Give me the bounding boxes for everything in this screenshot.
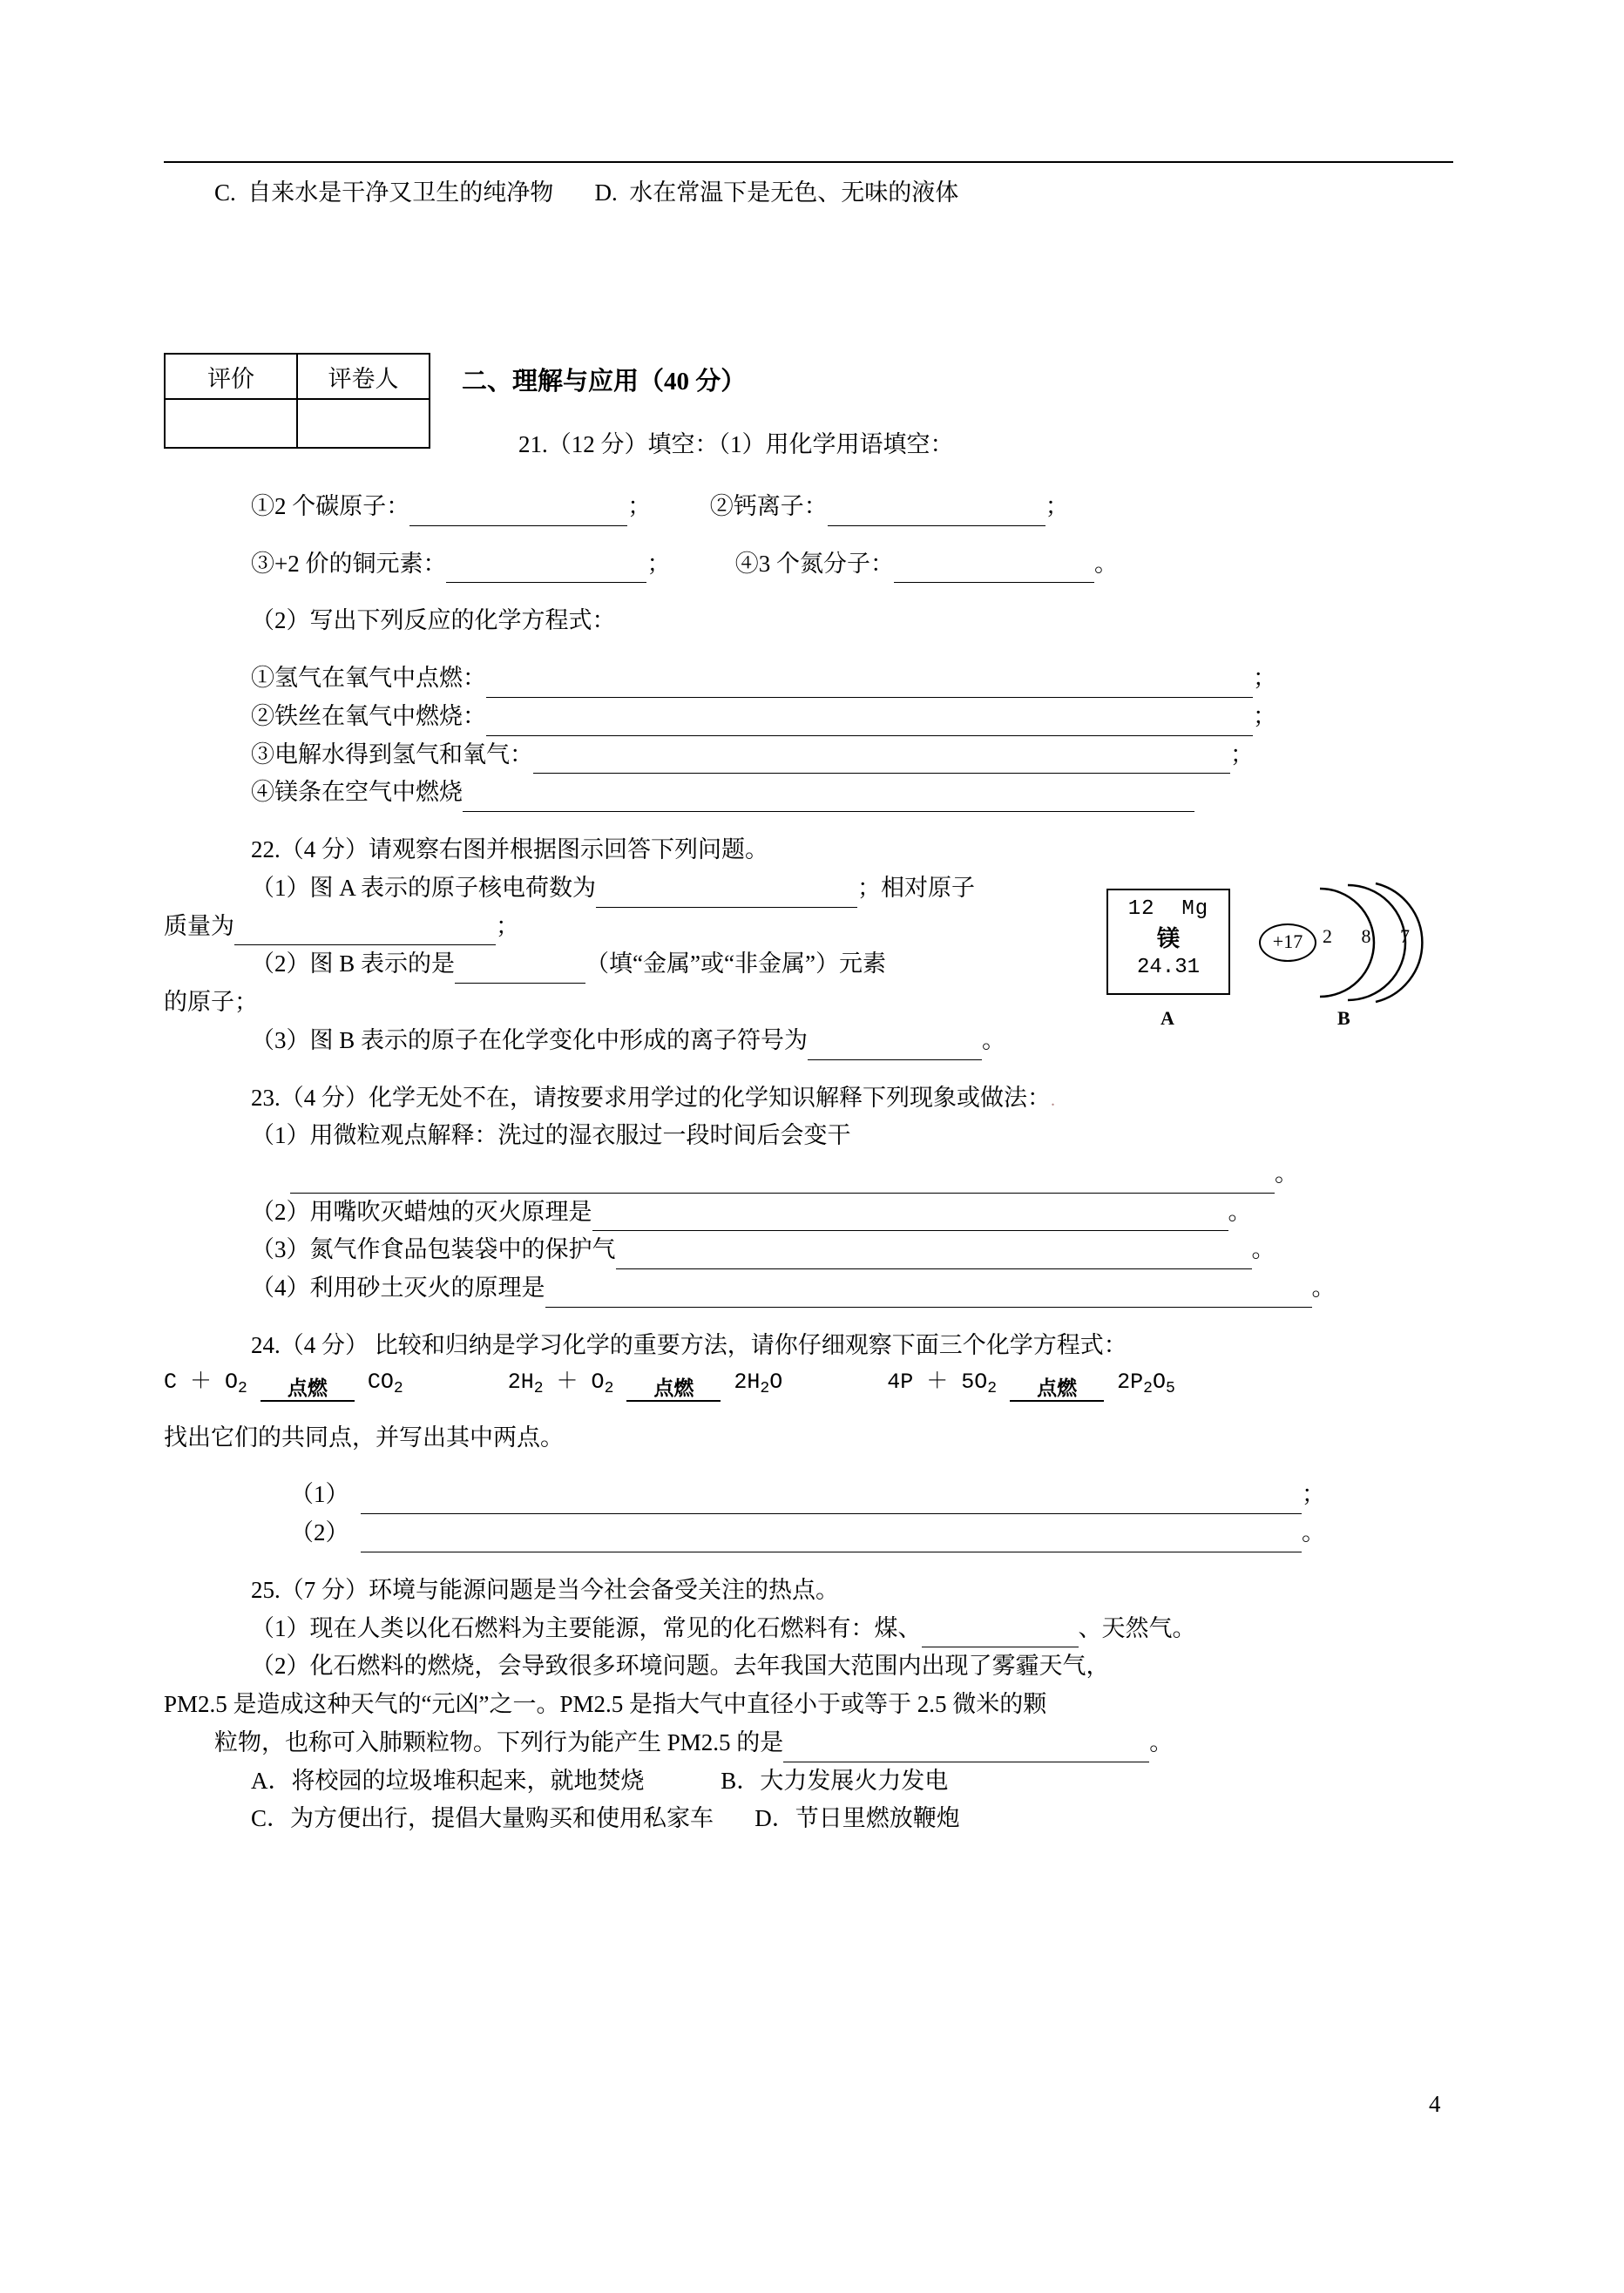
nucleus-charge: +17 xyxy=(1259,923,1316,962)
answer-blank[interactable] xyxy=(828,498,1045,526)
q25-p1-tail: 、天然气。 xyxy=(1078,1614,1196,1641)
diagram-label-a: A xyxy=(1160,1007,1174,1029)
eq2-condition: 点燃 xyxy=(626,1378,721,1402)
q25-p2-line3 xyxy=(214,1724,1471,1762)
q22-p2-text: （2）图 B 表示的是 xyxy=(251,950,456,977)
q23-p4-text: （4）利用砂土灭火的原理是 xyxy=(251,1275,545,1302)
equation-3 xyxy=(887,1365,1175,1402)
punct: 。 xyxy=(1228,1198,1252,1225)
q23-p1: （1）用微粒观点解释：洗过的湿衣服过一段时间后会变干 xyxy=(251,1122,851,1149)
answer-blank[interactable] xyxy=(808,1032,982,1060)
answer-blank[interactable] xyxy=(533,746,1230,774)
q22-stem: 22.（4 分）请观察右图并根据图示回答下列问题。 xyxy=(251,836,768,863)
element-number: 12 xyxy=(1127,897,1155,921)
q22-p1-mass-label: 质量为 xyxy=(164,912,234,939)
q22-p1-tail: ；相对原子 xyxy=(857,874,976,901)
q21-eq-label-3: ③电解水得到氢气和氧气： xyxy=(251,741,533,768)
q21-eq-label-1: ①氢气在氧气中点燃： xyxy=(251,665,486,692)
element-card xyxy=(1106,889,1230,995)
q21-item-row-2 xyxy=(251,545,1471,584)
answer-blank[interactable] xyxy=(290,1166,1275,1194)
score-table-header-right: 评卷人 xyxy=(297,354,430,399)
choice-c-label: C． xyxy=(251,1805,291,1832)
q21-eq-row-2 xyxy=(251,698,1471,736)
q21-eq-label-2: ②铁丝在氧气中燃烧： xyxy=(251,702,486,729)
stray-mark: . xyxy=(1051,1090,1055,1110)
punct: 。 xyxy=(1093,550,1118,577)
q23-p3 xyxy=(251,1231,1471,1269)
q21-eq-row-4 xyxy=(251,774,1471,812)
answer-blank[interactable] xyxy=(616,1241,1252,1269)
equation-2 xyxy=(508,1365,783,1402)
punct: 。 xyxy=(1275,1160,1298,1187)
section-title: 二、理解与应用（40 分） xyxy=(462,368,747,396)
q22-p1-text: （1）图 A 表示的原子核电荷数为 xyxy=(251,874,597,901)
element-number-symbol xyxy=(1108,896,1228,923)
q24-ask: 找出它们的共同点，并写出其中两点。 xyxy=(164,1424,564,1451)
answer-blank[interactable] xyxy=(894,555,1094,583)
score-table xyxy=(164,353,430,449)
eq1-left: $C + O_2$ xyxy=(164,1369,247,1397)
q24-equations xyxy=(164,1365,1471,1419)
eq3-left: $4P + 5O_2$ xyxy=(887,1369,998,1397)
q21-item-1: ①2 个碳原子： xyxy=(251,493,410,519)
q25-choice-row-2 xyxy=(251,1800,1471,1838)
q23-p2-text: （2）用嘴吹灭蜡烛的灭火原理是 xyxy=(251,1198,592,1225)
q24-blank-row-1 xyxy=(290,1476,1471,1514)
eq3-right: $2P_2O_5$ xyxy=(1117,1369,1175,1397)
punct: ； xyxy=(646,550,671,577)
diagram-label-b: B xyxy=(1337,1007,1350,1029)
q22-p2-tail: （填“金属”或“非金属”）元素 xyxy=(585,950,886,977)
answer-blank[interactable] xyxy=(361,1486,1302,1514)
eq3-condition: 点燃 xyxy=(1010,1378,1104,1402)
element-symbol: Mg xyxy=(1181,897,1209,921)
q21-item-row-1 xyxy=(251,488,1471,526)
q25-p2-line2: PM2.5 是造成这种天气的“元凶”之一。PM2.5 是指大气中直径小于或等于 2.5 微米的颗 xyxy=(164,1691,1047,1718)
q24-blank-row-2 xyxy=(290,1514,1471,1552)
answer-blank[interactable] xyxy=(783,1735,1149,1762)
q21-item-2: ②钙离子： xyxy=(709,493,828,519)
q21-eq-row-1 xyxy=(251,659,1471,698)
q23-p2 xyxy=(251,1194,1471,1232)
punct: ； xyxy=(627,493,652,519)
punct: ； xyxy=(1045,493,1069,519)
answer-blank[interactable] xyxy=(234,917,496,945)
q25-p1-text: （1）现在人类以化石燃料为主要能源，常见的化石燃料有：煤、 xyxy=(251,1614,922,1641)
q21-stem: 21.（12 分）填空：（1）用化学用语填空： xyxy=(518,431,954,457)
punct: ； xyxy=(1230,741,1254,768)
eq2-right: $2H_2O$ xyxy=(734,1369,783,1397)
header-rule xyxy=(164,161,1453,163)
punct: ； xyxy=(1253,702,1276,729)
q25-stem: 25.（7 分）环境与能源问题是当今社会备受关注的热点。 xyxy=(251,1576,839,1603)
table-row xyxy=(165,354,430,399)
punct: 。 xyxy=(982,1026,1006,1053)
punct: ； xyxy=(496,912,519,939)
punct: 。 xyxy=(1302,1519,1325,1546)
q25-p2-text: 粒物，也称可入肺颗粒物。下列行为能产生 PM2.5 的是 xyxy=(214,1728,784,1755)
answer-blank[interactable] xyxy=(486,708,1253,736)
punct: ； xyxy=(1302,1481,1325,1508)
top-choice-line xyxy=(164,174,1471,213)
shell-electron-counts: 2 8 7 xyxy=(1323,925,1422,947)
answer-blank[interactable] xyxy=(455,956,585,984)
eq1-right: $CO_2$ xyxy=(367,1369,403,1397)
q24-blank-2-label: （2） xyxy=(290,1519,349,1546)
atom-diagram xyxy=(1106,889,1455,1063)
choice-d-text[interactable]: 节日里燃放鞭炮 xyxy=(795,1805,960,1832)
q23-p3-text: （3）氮气作食品包装袋中的保护气 xyxy=(251,1236,616,1263)
q22-p2-line2: 的原子； xyxy=(164,989,258,1016)
table-row xyxy=(165,399,430,448)
q25-p1 xyxy=(251,1610,1471,1648)
choice-a-text[interactable]: 将校园的垃圾堆积起来，就地焚烧 xyxy=(291,1767,645,1794)
choice-d-label: D． xyxy=(754,1805,795,1832)
punct: ； xyxy=(1253,665,1276,692)
equation-1 xyxy=(164,1365,403,1402)
choice-c-label: C. xyxy=(214,179,236,206)
eq1-condition: 点燃 xyxy=(261,1378,355,1402)
choice-c-text[interactable]: 为方便出行，提倡大量购买和使用私家车 xyxy=(290,1805,714,1832)
element-name: 镁 xyxy=(1156,926,1180,952)
choice-b-label: B． xyxy=(721,1767,761,1794)
answer-blank[interactable] xyxy=(545,1280,1312,1308)
q21-eq-row-3 xyxy=(251,736,1471,774)
score-cell-left[interactable] xyxy=(165,399,297,448)
q21-item-4: ④3 个氮分子： xyxy=(734,550,894,577)
choice-c-text: 自来水是干净又卫生的纯净物 xyxy=(247,179,554,206)
answer-blank[interactable] xyxy=(361,1525,1302,1552)
q22-p3-text: （3）图 B 表示的原子在化学变化中形成的离子符号为 xyxy=(251,1026,809,1053)
q21-part2-stem: （2）写出下列反应的化学方程式： xyxy=(251,607,616,634)
answer-blank[interactable] xyxy=(596,880,857,908)
q25-choice-row-1 xyxy=(251,1762,1471,1801)
answer-blank[interactable] xyxy=(486,670,1253,698)
q25-p2-line1: （2）化石燃料的燃烧，会导致很多环境问题。去年我国大范围内出现了雾霾天气， xyxy=(251,1653,1110,1680)
eq2-left: $2H_2 + O_2$ xyxy=(507,1369,614,1397)
punct: 。 xyxy=(1251,1236,1276,1263)
q23-stem xyxy=(251,1079,1471,1118)
choice-d-label: D. xyxy=(594,179,618,206)
punct: 。 xyxy=(1311,1275,1336,1302)
q21-item-3: ③+2 价的铜元素： xyxy=(251,550,447,577)
choice-d-text: 水在常温下是无色、无味的液体 xyxy=(629,179,959,206)
choice-b-text[interactable]: 大力发展火力发电 xyxy=(760,1767,949,1794)
answer-blank[interactable] xyxy=(409,498,627,526)
question-body xyxy=(164,488,1471,1838)
q24-blank-1-label: （1） xyxy=(290,1481,349,1508)
page-number: 4 xyxy=(1429,2091,1441,2117)
answer-blank[interactable] xyxy=(463,784,1194,812)
punct: 。 xyxy=(1149,1728,1174,1755)
q23-stem-text: 23.（4 分）化学无处不在，请按要求用学过的化学知识解释下列现象或做法： xyxy=(251,1084,1051,1111)
score-table-header-left: 评价 xyxy=(165,354,297,399)
choice-a-label: A． xyxy=(251,1767,292,1794)
answer-blank[interactable] xyxy=(922,1620,1079,1647)
q23-p4 xyxy=(251,1269,1471,1308)
q23-p1-blank-row xyxy=(290,1155,1471,1194)
answer-blank[interactable] xyxy=(446,555,646,583)
q21-eq-label-4: ④镁条在空气中燃烧 xyxy=(251,779,463,806)
score-cell-right[interactable] xyxy=(297,399,430,448)
element-mass: 24.31 xyxy=(1136,956,1200,980)
answer-blank[interactable] xyxy=(592,1203,1228,1231)
q24-stem: 24.（4 分） 比较和归纳是学习化学的重要方法，请你仔细观察下面三个化学方程式： xyxy=(251,1331,1127,1358)
